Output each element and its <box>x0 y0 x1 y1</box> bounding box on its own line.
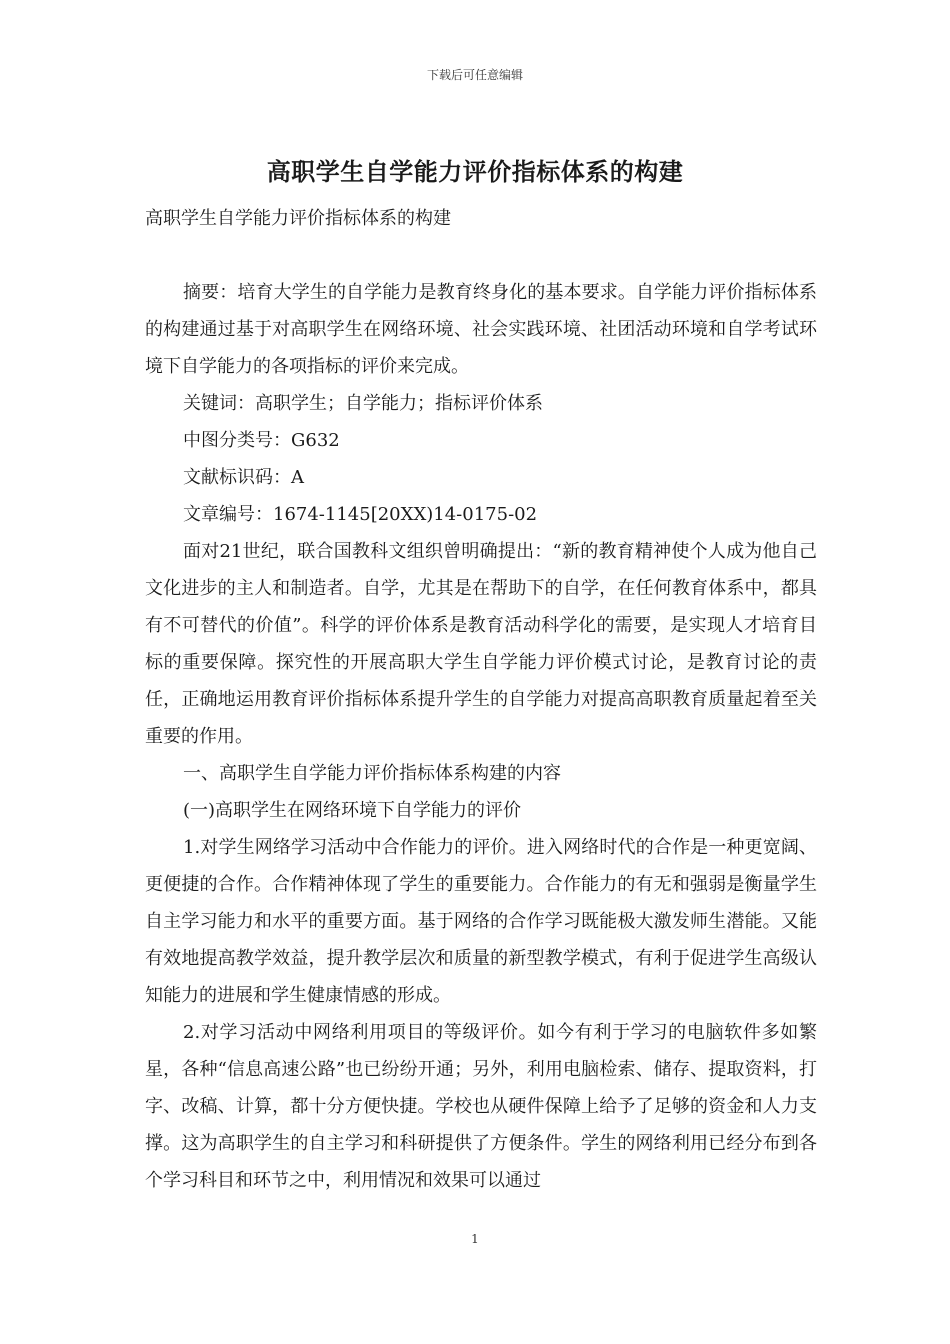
page-header-note: 下载后可任意编辑 <box>426 68 523 82</box>
abstract-paragraph: 摘要：培育大学生的自学能力是教育终身化的基本要求。自学能力评价指标体系的构建通过基于对高职学生在网络环境、社会实践环境、社团活动环境和自学考试环境下自学能力的各项指标的评价来完成。 <box>145 282 817 377</box>
document-body <box>145 200 817 1199</box>
document-subtitle: 高职学生自学能力评价指标体系的构建 <box>145 208 451 229</box>
keywords-line: 关键词：高职学生；自学能力；指标评价体系 <box>183 393 543 414</box>
intro-paragraph: 面对21世纪，联合国教科文组织曾明确提出：“新的教育精神使个人成为他自己文化进步的主人和制造者。自学，尤其是在帮助下的自学，在任何教育体系中，都具有不可替代的价值”。科学的评价体系是教育活动科学化的需要，是实现人才培育目标的重要保障。探究性的开展高职大学生自学能力评价模式讨论，是教育讨论的责任，正确地运用教育评价指标体系提升学生的自学能力对提高高职教育质量起着至关重要的作用。 <box>145 541 817 747</box>
paragraph-1: 1.对学生网络学习活动中合作能力的评价。进入网络时代的合作是一种更宽阔、更便捷的合作。合作精神体现了学生的重要能力。合作能力的有无和强弱是衡量学生自主学习能力和水平的重要方面。基于网络的合作学习既能极大激发师生潜能。又能有效地提高教学效益，提升教学层次和质量的新型教学模式，有利于促进学生高级认知能力的进展和学生健康情感的形成。 <box>145 837 817 1006</box>
classification-line: 中图分类号：G632 <box>183 430 340 451</box>
document-title: 高职学生自学能力评价指标体系的构建 <box>266 157 684 186</box>
subsection-heading-1-1: (一)高职学生在网络环境下自学能力的评价 <box>183 800 522 821</box>
paragraph-2: 2.对学习活动中网络利用项目的等级评价。如今有利于学习的电脑软件多如繁星，各种“信息高速公路”也已纷纷开通；另外，利用电脑检索、储存、提取资料，打字、改稿、计算，都十分方便快捷。学校也从硬件保障上给予了足够的资金和人力支撑。这为高职学生的自主学习和科研提供了方便条件。学生的网络利用已经分布到各个学习科目和环节之中，利用情况和效果可以通过 <box>145 1022 817 1191</box>
doc-code-line: 文献标识码：A <box>183 467 304 488</box>
article-number-line: 文章编号：1674-1145[20XX)14-0175-02 <box>183 504 538 525</box>
page-number: 1 <box>471 1232 479 1246</box>
section-heading-1: 一、高职学生自学能力评价指标体系构建的内容 <box>183 763 561 784</box>
